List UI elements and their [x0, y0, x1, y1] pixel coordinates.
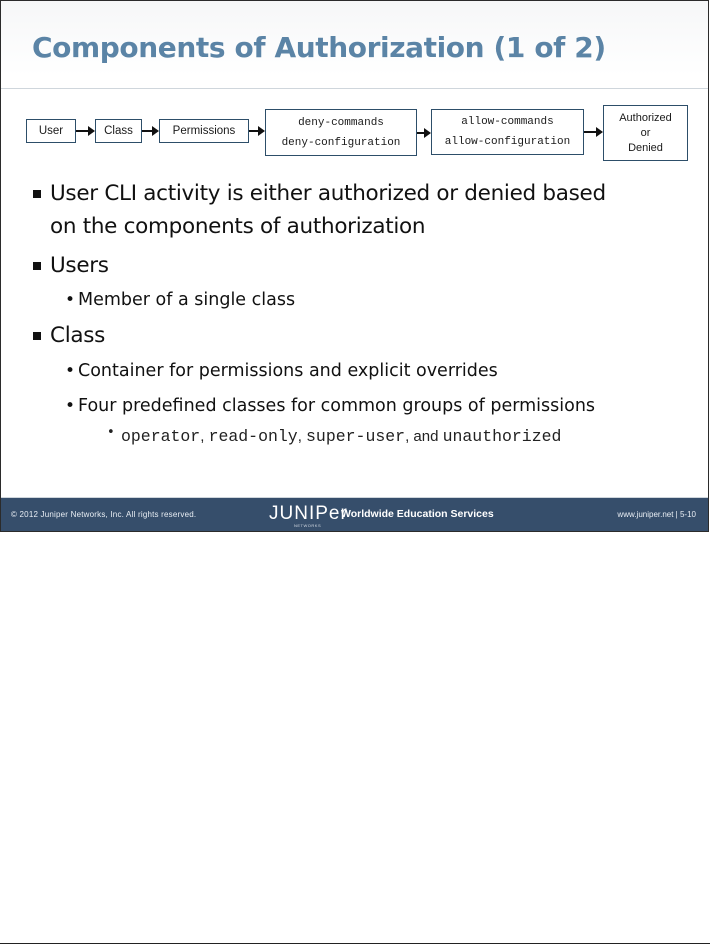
flow-box-class: Class	[95, 119, 142, 143]
bullet-authorization-line2	[50, 214, 425, 239]
sub-bullet-container	[65, 361, 498, 381]
allow-configuration-label: allow-configuration	[444, 136, 571, 148]
sub-bullet-users	[65, 290, 296, 310]
juniper-logo-subtitle: NETWORKS	[294, 523, 322, 528]
flow-arrow	[142, 130, 153, 132]
sub-bullet-predefined-text: Four predefined classes for common groups of permissions	[78, 396, 596, 416]
flow-arrow	[76, 130, 89, 132]
class-unauthorized: unauthorized	[442, 427, 562, 446]
slide-title: Components of Authorization (1 of 2)	[32, 31, 606, 64]
flow-arrow	[417, 132, 425, 134]
result-line-3: Denied	[628, 141, 663, 154]
class-separator: ,	[297, 428, 307, 445]
bullet-class-text: Class	[50, 323, 106, 348]
flow-arrow	[249, 130, 259, 132]
bullet-class	[50, 323, 105, 348]
dot-bullet-icon: •	[65, 396, 76, 416]
result-line-1: Authorized	[619, 111, 672, 124]
flow-box-deny	[265, 109, 417, 156]
result-line-2: or	[640, 126, 651, 139]
juniper-logo: JUNIPer	[269, 503, 348, 524]
deny-commands-label: deny-commands	[298, 116, 384, 129]
flow-box-allow	[431, 109, 584, 155]
allow-commands-label: allow-commands	[461, 116, 554, 128]
deny-configuration-label: deny-configuration	[281, 136, 401, 149]
flow-box-result	[603, 105, 688, 161]
bullet-users-text: Users	[50, 253, 109, 278]
square-bullet-icon	[33, 332, 41, 340]
sub-bullet-users-text: Member of a single class	[78, 290, 296, 310]
class-super-user: super-user	[306, 427, 406, 446]
slide-footer	[1, 498, 708, 531]
class-separator: ,	[200, 428, 209, 445]
education-services-label: Worldwide Education Services	[341, 508, 494, 520]
square-bullet-icon	[33, 190, 41, 198]
bullet-authorization	[50, 181, 606, 206]
bullet-text-line1: User CLI activity is either authorized or denied based	[50, 181, 606, 206]
bullet-text-line2: on the components of authorization	[50, 214, 426, 239]
flow-box-permissions: Permissions	[159, 119, 249, 143]
square-bullet-icon	[33, 262, 41, 270]
page-footer-rule	[0, 943, 710, 944]
dot-bullet-icon: •	[107, 425, 115, 440]
copyright-text: © 2012 Juniper Networks, Inc. All rights reserved.	[11, 510, 197, 519]
flow-box-user: User	[26, 119, 76, 143]
class-operator: operator	[121, 427, 201, 446]
flow-arrow	[584, 131, 597, 133]
sub-sub-bullet-classes	[107, 425, 562, 446]
dot-bullet-icon: •	[65, 361, 76, 381]
title-divider	[1, 88, 708, 89]
class-read-only: read-only	[208, 427, 298, 446]
class-separator-and: , and	[405, 428, 443, 445]
sub-bullet-predefined	[65, 396, 596, 416]
bullet-users	[50, 253, 109, 278]
site-and-page-number: www.juniper.net | 5-10	[617, 510, 696, 519]
dot-bullet-icon: •	[65, 290, 76, 310]
sub-bullet-container-text: Container for permissions and explicit overrides	[78, 361, 498, 381]
